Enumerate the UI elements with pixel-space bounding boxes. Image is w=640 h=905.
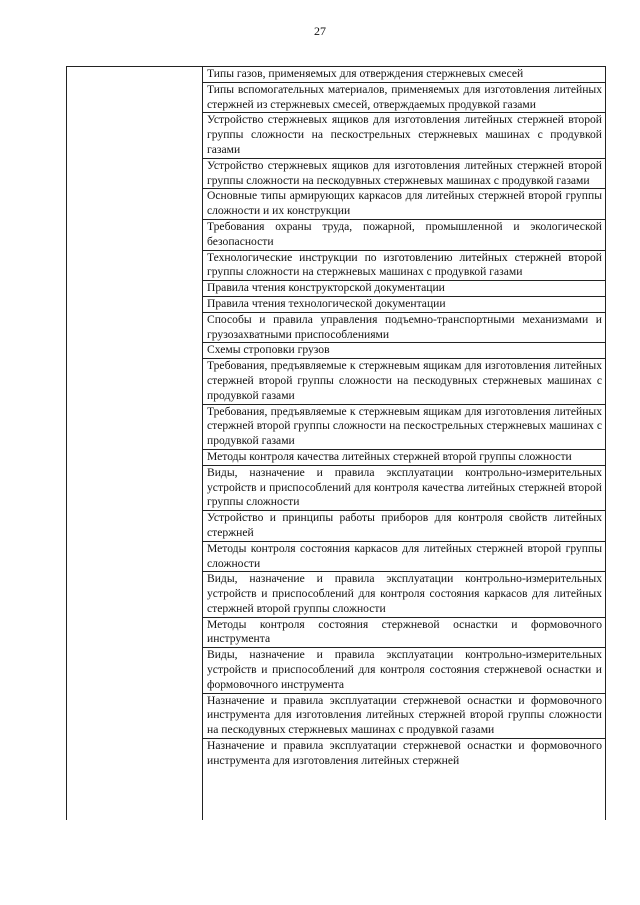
table-row: Типы газов, применяемых для отверждения стержневых смесей (203, 67, 605, 83)
table-row: Методы контроля качества литейных стержней второй группы сложности (203, 450, 605, 466)
table-row: Основные типы армирующих каркасов для литейных стержней второй группы сложности и их конструкции (203, 189, 605, 220)
table-row: Назначение и правила эксплуатации стержневой оснастки и формовочного инструмента для изготовления литейных стержней второй группы сложности на пескодувных стержневых машинах с продувкой газами (203, 694, 605, 739)
requirements-table (66, 66, 606, 820)
table-row: Требования охраны труда, пожарной, промышленной и экологической безопасности (203, 220, 605, 251)
table-row: Виды, назначение и правила эксплуатации контрольно-измерительных устройств и приспособлений для контроля состояния стержневой оснастки и формовочного инструмента (203, 648, 605, 693)
table-row: Виды, назначение и правила эксплуатации контрольно-измерительных устройств и приспособлений для контроля состояния каркасов для литейных стержней второй группы сложности (203, 572, 605, 617)
table-row: Технологические инструкции по изготовлению литейных стержней второй группы сложности на стержневых машинах с продувкой газами (203, 251, 605, 282)
table-row: Схемы строповки грузов (203, 343, 605, 359)
table-row: Методы контроля состояния стержневой оснастки и формовочного инструмента (203, 618, 605, 649)
table-row: Методы контроля состояния каркасов для литейных стержней второй группы сложности (203, 542, 605, 573)
table-row: Назначение и правила эксплуатации стержневой оснастки и формовочного инструмента для изготовления литейных стержней (207, 739, 602, 767)
table-row: Устройство стержневых ящиков для изготовления литейных стержней второй группы сложности на пескострельных стержневых машинах с продувкой газами (203, 113, 605, 158)
table-row: Способы и правила управления подъемно-транспортными механизмами и грузозахватными приспособлениями (203, 313, 605, 344)
table-left-column (67, 67, 203, 820)
table-row: Виды, назначение и правила эксплуатации контрольно-измерительных устройств и приспособлений для контроля качества литейных стержней второй группы сложности (203, 466, 605, 511)
table-row: Правила чтения конструкторской документации (203, 281, 605, 297)
table-row: Требования, предъявляемые к стержневым ящикам для изготовления литейных стержней второй группы сложности на пескострельных стержневых машинах с продувкой газами (203, 405, 605, 450)
table-row: Устройство стержневых ящиков для изготовления литейных стержней второй группы сложности на пескодувных стержневых машинах с продувкой газами (203, 159, 605, 190)
table-row: Требования, предъявляемые к стержневым ящикам для изготовления литейных стержней второй группы сложности на пескодувных стержневых машинах с продувкой газами (203, 359, 605, 404)
table-right-column (203, 67, 606, 820)
table-row: Правила чтения технологической документации (203, 297, 605, 313)
page-number: 27 (314, 24, 326, 38)
table-row: Устройство и принципы работы приборов для контроля свойств литейных стержней (203, 511, 605, 542)
table-row: Типы вспомогательных материалов, применяемых для изготовления литейных стержней из стержневых смесей, отверждаемых продувкой газами (203, 83, 605, 114)
